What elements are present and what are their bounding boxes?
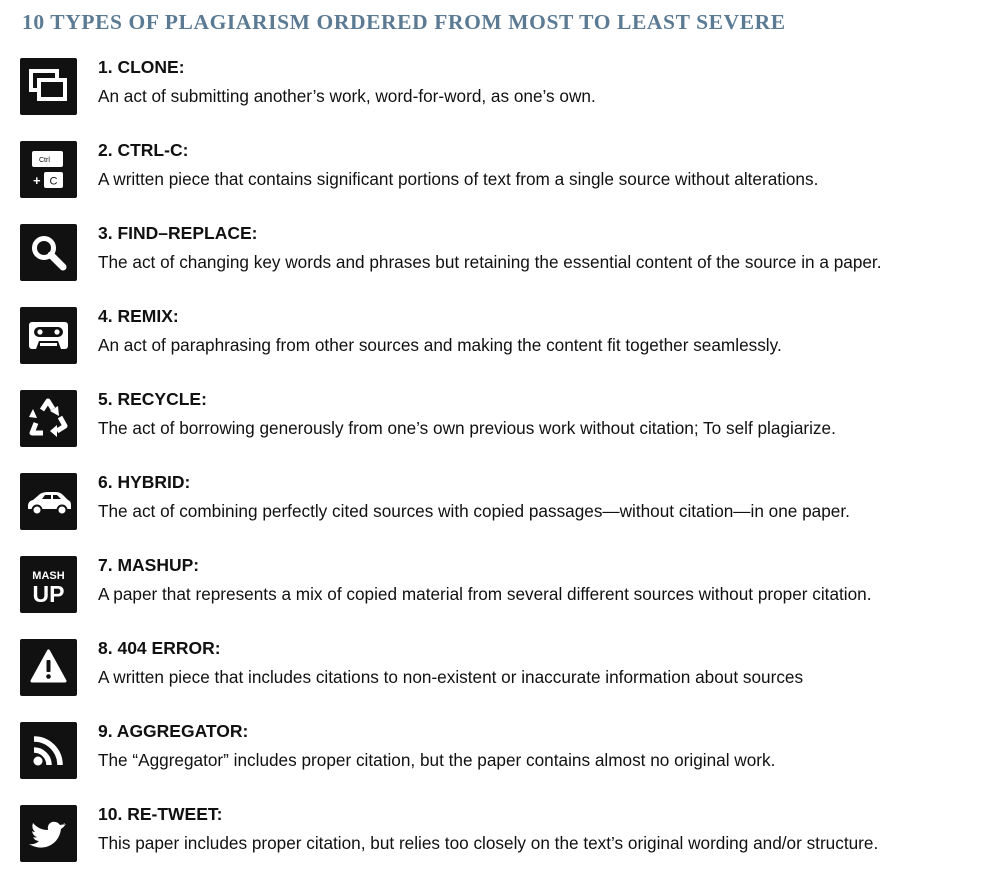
mashup-line2: UP	[32, 581, 65, 607]
item-heading: 1. CLONE:	[98, 57, 185, 77]
c-key-label: C	[49, 175, 58, 188]
item-heading: 10. RE-TWEET:	[98, 804, 223, 824]
item-description: A written piece that contains significant portions of text from a single source without alterations.	[98, 169, 819, 189]
mashup-line1: MASH	[32, 570, 65, 582]
search-icon	[20, 224, 77, 281]
list-item-find-replace	[0, 223, 1000, 293]
list-item-ctrl-c	[0, 140, 1000, 210]
cassette-icon	[20, 307, 77, 364]
bird-icon	[20, 805, 77, 862]
item-description: This paper includes proper citation, but relies too closely on the text’s original wording and/or structure.	[98, 833, 879, 853]
item-description: An act of paraphrasing from other sources and making the content fit together seamlessly.	[98, 335, 782, 355]
item-heading: 7. MASHUP:	[98, 555, 200, 575]
list-item-404-error	[0, 638, 1000, 708]
warning-icon	[20, 639, 77, 696]
item-heading: 5. RECYCLE:	[98, 389, 207, 409]
recycle-icon	[20, 390, 77, 447]
rss-icon	[20, 722, 77, 779]
list-item-hybrid	[0, 472, 1000, 542]
item-description: A written piece that includes citations to non-existent or inaccurate information about sources	[98, 667, 804, 687]
item-heading: 8. 404 ERROR:	[98, 638, 221, 658]
ctrl-c-icon	[20, 141, 77, 198]
list-item-remix	[0, 306, 1000, 376]
plus-label: +	[33, 173, 41, 188]
item-heading: 2. CTRL-C:	[98, 140, 189, 160]
item-description: An act of submitting another’s work, word-for-word, as one’s own.	[98, 86, 596, 106]
item-heading: 9. AGGREGATOR:	[98, 721, 249, 741]
list-item-re-tweet	[0, 804, 1000, 874]
item-description: The act of combining perfectly cited sources with copied passages—without citation—in one paper.	[98, 501, 850, 521]
item-heading: 3. FIND–REPLACE:	[98, 223, 258, 243]
item-heading: 4. REMIX:	[98, 306, 179, 326]
item-heading: 6. HYBRID:	[98, 472, 191, 492]
item-description: The act of changing key words and phrases but retaining the essential content of the source in a paper.	[98, 252, 882, 272]
item-description: A paper that represents a mix of copied material from several different sources without proper citation.	[98, 584, 872, 604]
car-icon	[20, 473, 77, 530]
mashup-icon	[20, 556, 77, 613]
ctrl-key-label: Ctrl	[39, 157, 50, 164]
list-item-clone	[0, 57, 1000, 127]
list-item-recycle	[0, 389, 1000, 459]
clone-icon	[20, 58, 77, 115]
item-description: The act of borrowing generously from one’s own previous work without citation; To self plagiarize.	[98, 418, 836, 438]
list-item-mashup	[0, 555, 1000, 625]
list-item-aggregator	[0, 721, 1000, 791]
item-description: The “Aggregator” includes proper citation, but the paper contains almost no original work.	[98, 750, 776, 770]
page-title: 10 TYPES OF PLAGIARISM ORDERED FROM MOST TO LEAST SEVERE	[22, 10, 786, 34]
